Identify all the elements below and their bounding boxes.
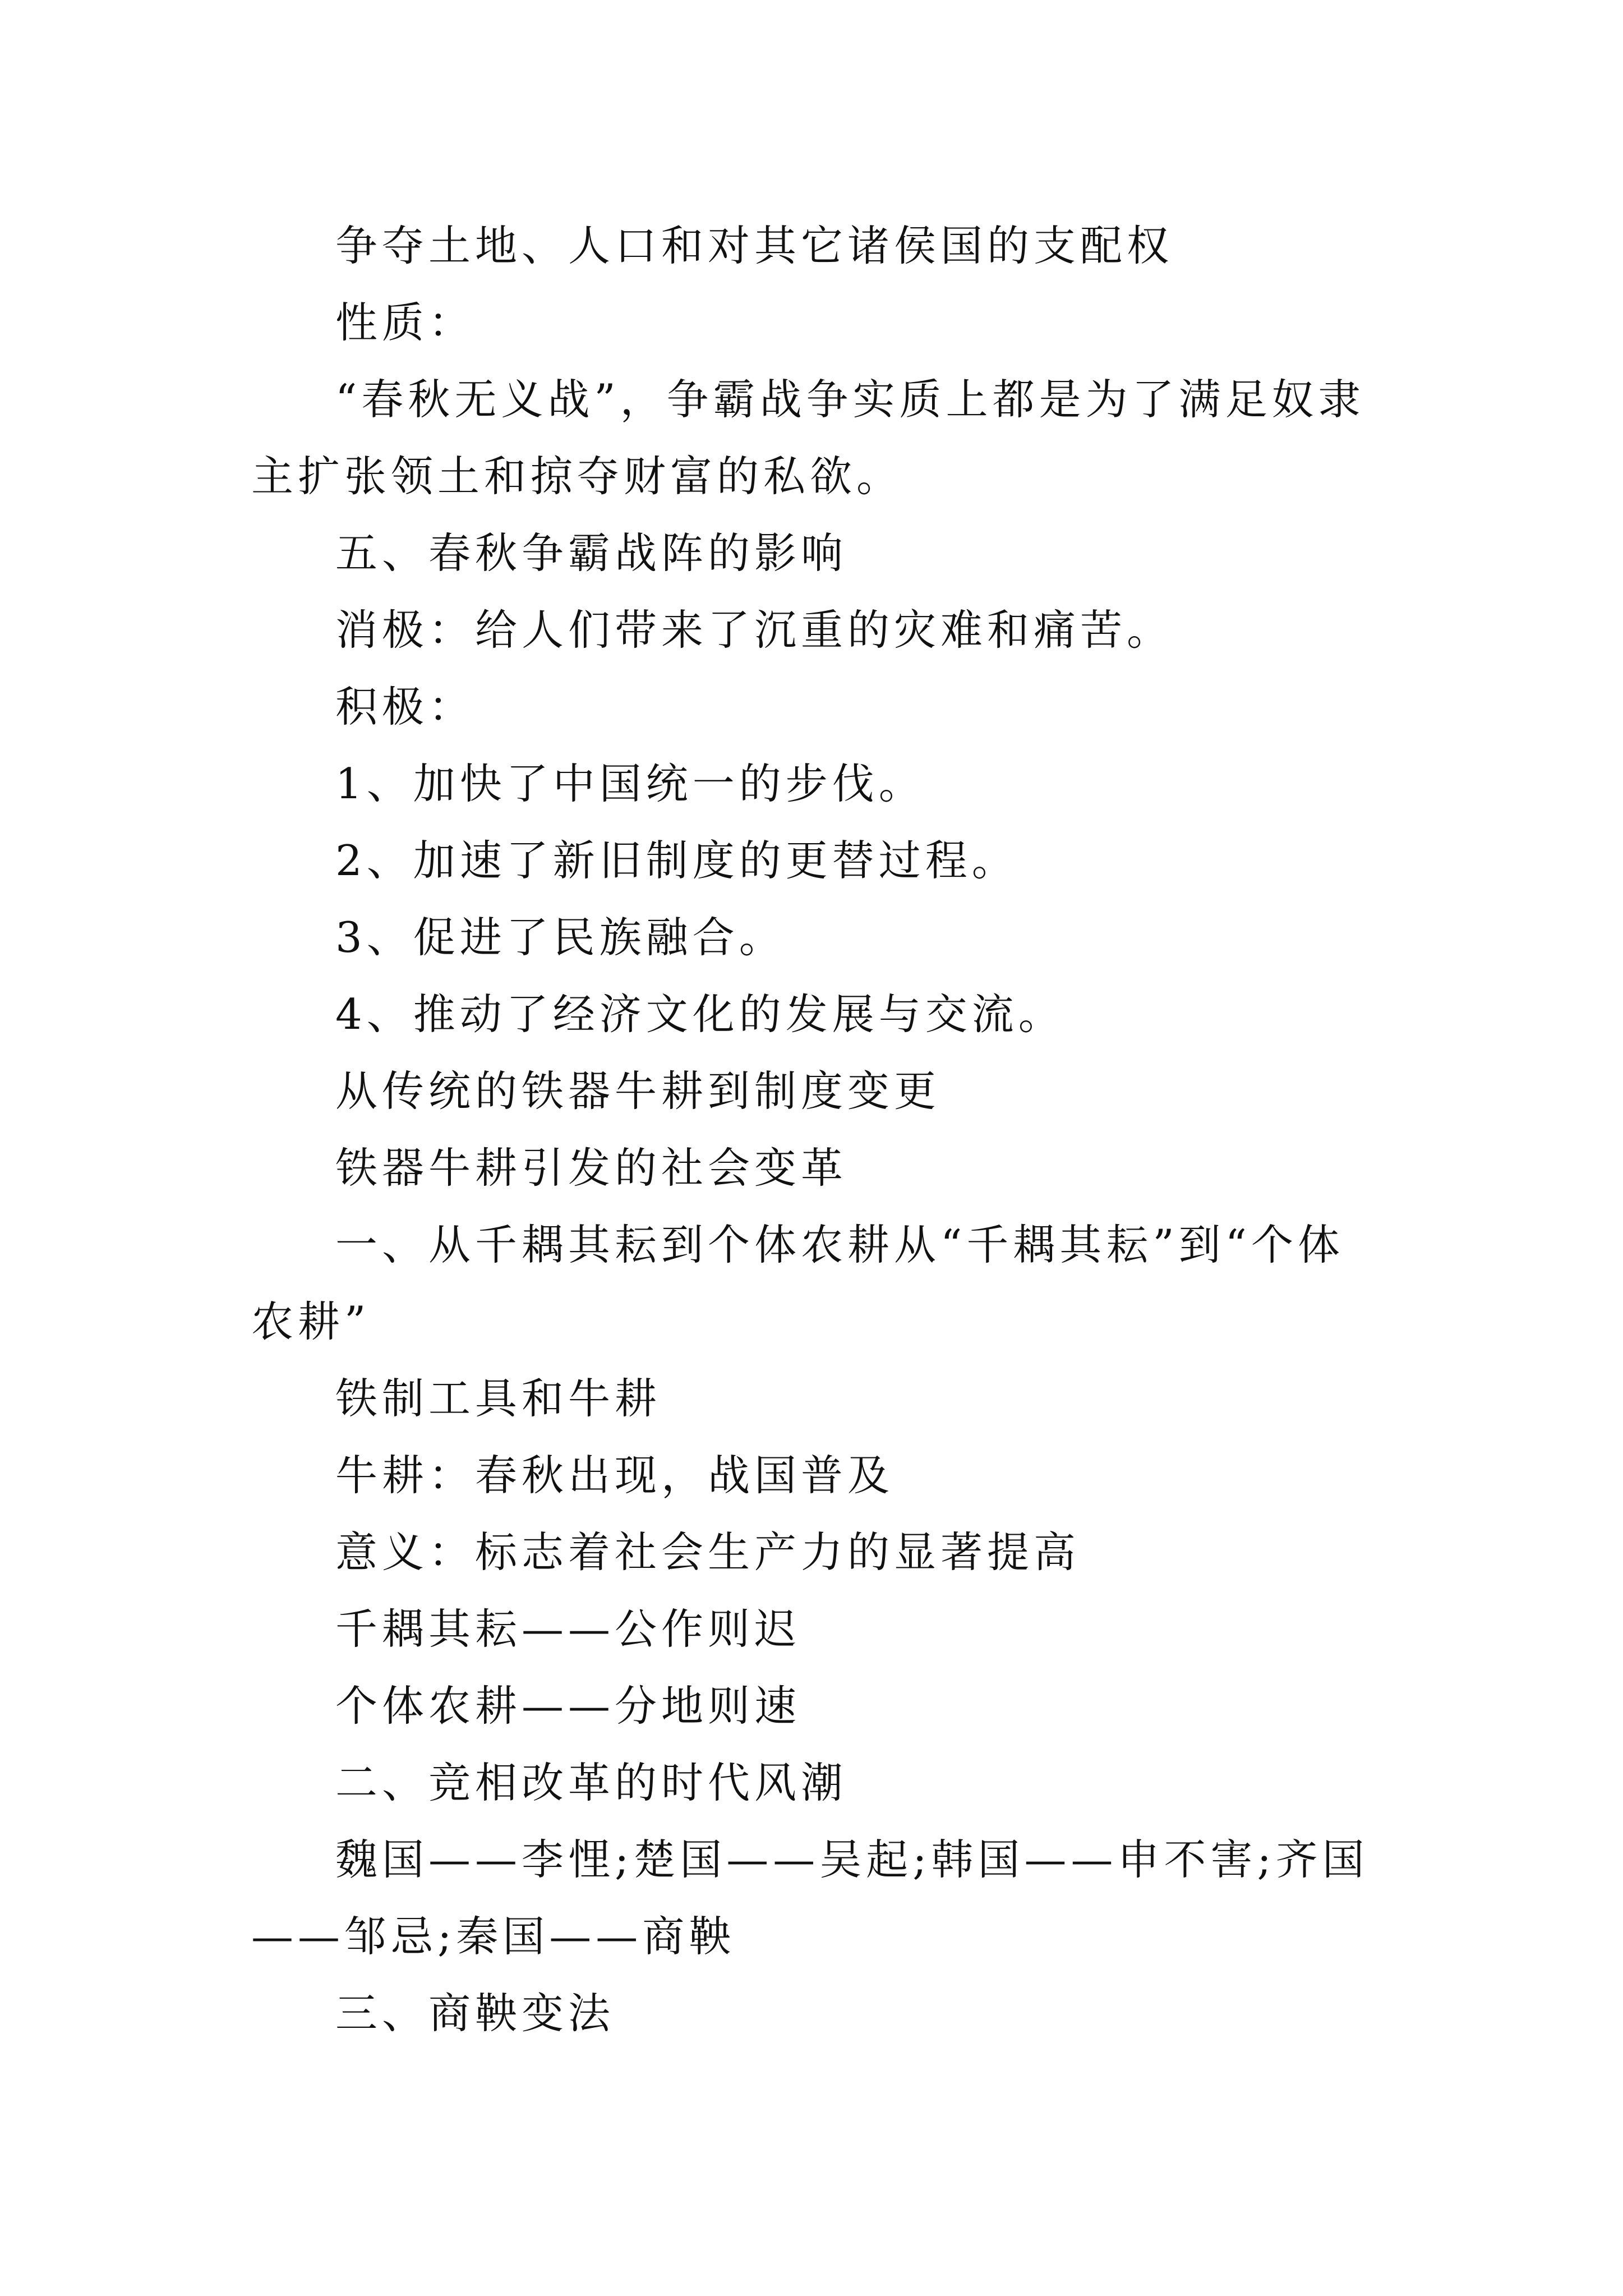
document-body bbox=[251, 208, 1378, 2052]
paragraph: 积极： bbox=[335, 682, 476, 731]
paragraph: 意义：标志着社会生产力的显著提高 bbox=[335, 1527, 1081, 1577]
list-item: 2、加速了新旧制度的更替过程。 bbox=[335, 836, 1018, 885]
section-heading: 二、竞相改革的时代风潮 bbox=[335, 1758, 848, 1807]
paragraph: “春秋无义战”，争霸战争实质上都是为了满足奴隶主扩张领土和掠夺财富的私欲。 bbox=[251, 375, 1365, 501]
paragraph: 性质： bbox=[335, 298, 476, 347]
paragraph: 争夺土地、人口和对其它诸侯国的支配权 bbox=[335, 221, 1174, 270]
section-heading: 从传统的铁器牛耕到制度变更 bbox=[335, 1066, 941, 1116]
paragraph: 牛耕：春秋出现，战国普及 bbox=[335, 1451, 895, 1500]
paragraph: 千耦其耘——公作则迟 bbox=[335, 1604, 801, 1654]
list-item: 3、促进了民族融合。 bbox=[335, 913, 786, 962]
paragraph: 魏国——李悝;楚国——吴起;韩国——申不害;齐国——邹忌;秦国——商鞅 bbox=[251, 1835, 1369, 1961]
list-item: 1、加快了中国统一的步伐。 bbox=[335, 759, 925, 808]
section-heading: 一、从千耦其耘到个体农耕从“千耦其耘”到“个体农耕” bbox=[251, 1220, 1345, 1346]
list-item: 4、推动了经济文化的发展与交流。 bbox=[335, 990, 1065, 1039]
section-heading: 三、商鞅变法 bbox=[335, 1989, 615, 2038]
paragraph: 铁制工具和牛耕 bbox=[335, 1374, 662, 1423]
paragraph: 个体农耕——分地则速 bbox=[335, 1681, 801, 1731]
paragraph: 消极：给人们带来了沉重的灾难和痛苦。 bbox=[335, 605, 1174, 655]
section-heading: 铁器牛耕引发的社会变革 bbox=[335, 1143, 848, 1193]
section-heading: 五、春秋争霸战阵的影响 bbox=[335, 528, 848, 578]
